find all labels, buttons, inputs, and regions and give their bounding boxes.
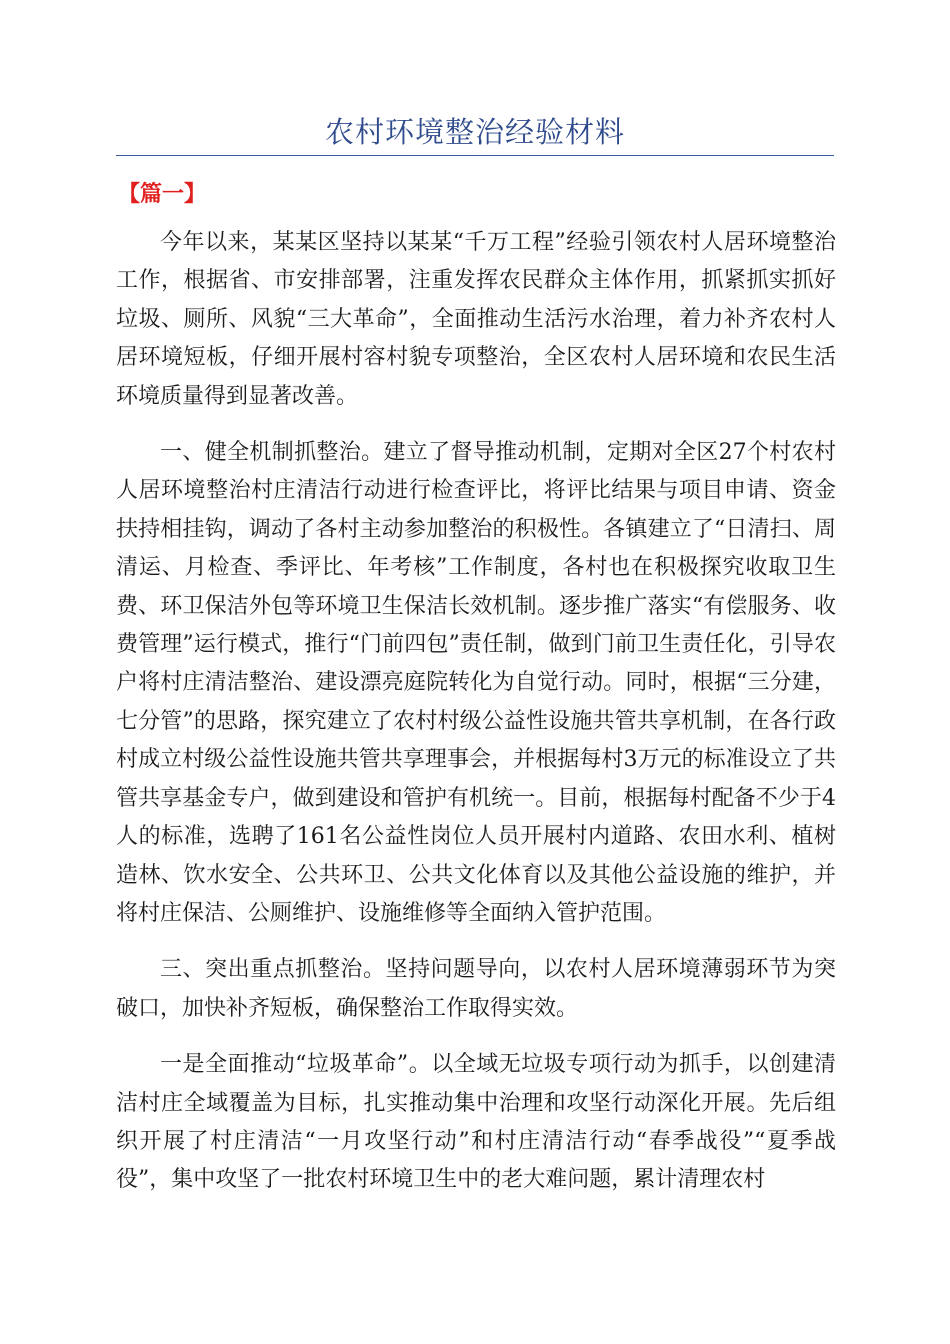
paragraph-garbage-revolution: 一是全面推动“垃圾革命”。以全域无垃圾专项行动为抓手，以创建清洁村庄全域覆盖为目标，扎实推动集中治理和攻坚行动深化开展。先后组织开展了村庄清洁“一月攻坚行动”和村庄清洁行动“春季战役”“夏季战役”，集中攻坚了一批农村环境卫生中的老大难问题，累计清理农村 (116, 1052, 836, 1193)
section-tag: 【篇一】 (118, 182, 207, 207)
title-divider (116, 155, 834, 156)
paragraph-mechanism: 一、健全机制抓整治。建立了督导推动机制，定期对全区27个村农村人居环境整治村庄清洁行动进行检查评比，将评比结果与项目申请、资金扶持相挂钩，调动了各村主动参加整治的积极性。各镇建立了“日清扫、周清运、月检查、季评比、年考核”工作制度，各村也在积极探究收取卫生费、环卫保洁外包等环境卫生保洁长效机制。逐步推广落实“有偿服务、收费管理”运行模式，推行“门前四包”责任制，做到门前卫生责任化，引导农户将村庄清洁整治、建设漂亮庭院转化为自觉行动。同时，根据“三分建，七分管”的思路，探究建立了农村村级公益性设施共管共享机制，在各行政村成立村级公益性设施共管共享理事会，并根据每村3万元的标准设立了共管共享基金专户，做到建设和管护有机统一。目前，根据每村配备不少于4人的标准，选聘了161名公益性岗位人员开展村内道路、农田水利、植树造林、饮水安全、公共环卫、公共文化体育以及其他公益设施的维护，并将村庄保洁、公厕维护、设施维修等全面纳入管护范围。 (116, 440, 836, 926)
paragraph-key-points: 三、突出重点抓整治。坚持问题导向，以农村人居环境薄弱环节为突破口，加快补齐短板，确保整治工作取得实效。 (116, 957, 836, 1021)
paragraph-intro: 今年以来，某某区坚持以某某“千万工程”经验引领农村人居环境整治工作，根据省、市安排部署，注重发挥农民群众主体作用，抓紧抓实抓好垃圾、厕所、风貌“三大革命”，全面推动生活污水治理，着力补齐农村人居环境短板，仔细开展村容村貌专项整治，全区农村人居环境和农民生活环境质量得到显著改善。 (116, 230, 836, 409)
document-body (116, 224, 836, 1218)
document-title: 农村环境整治经验材料 (324, 115, 625, 149)
